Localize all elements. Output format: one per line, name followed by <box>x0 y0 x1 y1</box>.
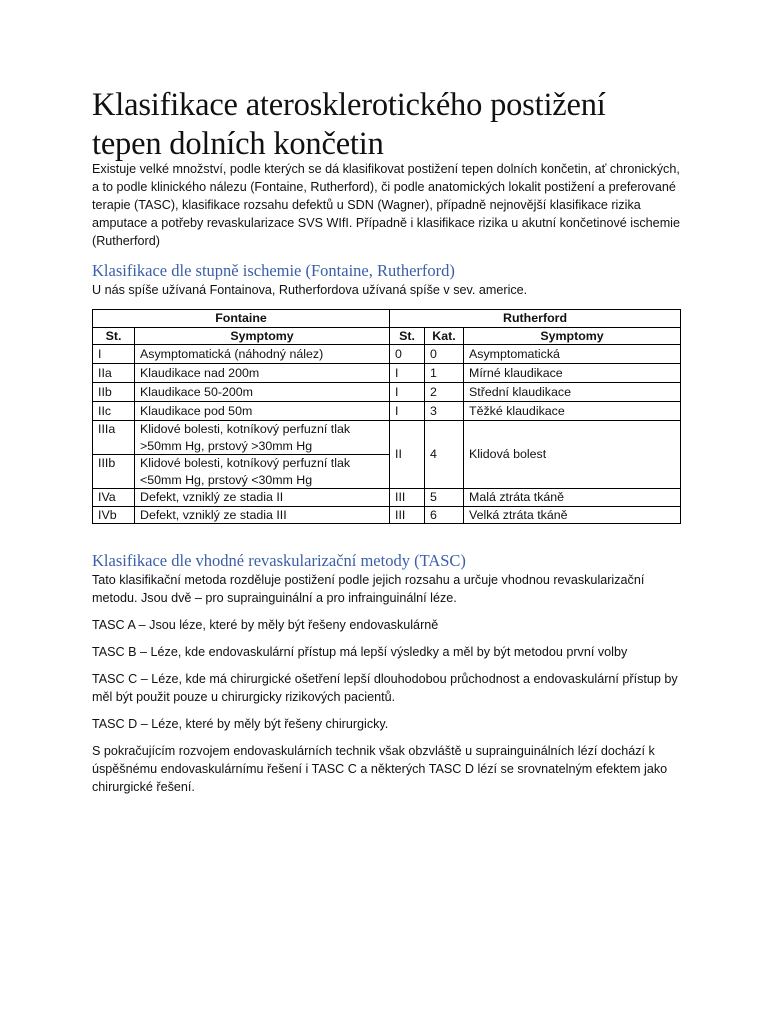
page-title: Klasifikace aterosklerotického postižení tepen dolních končetin <box>92 87 606 162</box>
cell-rutherford-symptom: Asymptomatická <box>464 345 681 364</box>
tasc-intro-paragraph: Tato klasifikační metoda rozděluje postižení podle jejich rozsahu a určuje vhodnou revaskularizační metodu. Jsou dvě – pro suprainguinální a pro infrainguinální léze. <box>92 573 645 605</box>
table-row <box>93 506 681 524</box>
cell-fontaine-stage: IVb <box>93 506 135 524</box>
cell-fontaine-symptom: Klaudikace 50-200m <box>135 383 390 402</box>
tasc-section <box>92 571 680 796</box>
cell-fontaine-stage: IIIa <box>93 421 135 455</box>
cell-fontaine-stage: IVa <box>93 489 135 507</box>
cell-fontaine-stage: IIc <box>93 402 135 421</box>
cell-rutherford-symptom: Těžké klaudikace <box>464 402 681 421</box>
column-header-kat: Kat. <box>425 327 464 345</box>
cell-fontaine-symptom: Klidové bolesti, kotníkový perfuzní tlak >50mm Hg, prstový >30mm Hg <box>135 421 390 455</box>
cell-rutherford-symptom: Mírné klaudikace <box>464 364 681 383</box>
cell-rutherford-symptom: Střední klaudikace <box>464 383 681 402</box>
tasc-d-paragraph: TASC D – Léze, které by měly být řešeny chirurgicky. <box>92 717 389 731</box>
tasc-c-paragraph: TASC C – Léze, kde má chirurgické ošetření lepší dlouhodobou průchodnost a endovaskulární přístup by měl být použit pouze u chirurgicky rizikových pacientů. <box>92 672 678 704</box>
cell-fontaine-stage: IIIb <box>93 455 135 489</box>
cell-rutherford-stage: III <box>390 489 425 507</box>
table-row <box>93 489 681 507</box>
cell-rutherford-category: 3 <box>425 402 464 421</box>
section-heading-tasc: Klasifikace dle vhodné revaskularizační metody (TASC) <box>92 551 466 570</box>
table-row <box>93 421 681 455</box>
cell-rutherford-stage: II <box>390 421 425 489</box>
tasc-b-paragraph: TASC B – Léze, kde endovaskulární přístup má lepší výsledky a měl by být metodou první volby <box>92 645 628 659</box>
cell-fontaine-stage: IIb <box>93 383 135 402</box>
cell-rutherford-category: 0 <box>425 345 464 364</box>
cell-fontaine-stage: IIa <box>93 364 135 383</box>
tasc-a-paragraph: TASC A – Jsou léze, které by měly být řešeny endovaskulárně <box>92 618 439 632</box>
group-header-rutherford: Rutherford <box>390 310 681 328</box>
cell-rutherford-stage: III <box>390 506 425 524</box>
cell-fontaine-symptom: Klidové bolesti, kotníkový perfuzní tlak <50mm Hg, prstový <30mm Hg <box>135 455 390 489</box>
cell-rutherford-symptom: Malá ztráta tkáně <box>464 489 681 507</box>
cell-rutherford-stage: 0 <box>390 345 425 364</box>
cell-rutherford-stage: I <box>390 364 425 383</box>
cell-rutherford-category: 5 <box>425 489 464 507</box>
cell-fontaine-stage: I <box>93 345 135 364</box>
table-row <box>93 345 681 364</box>
table-row <box>93 364 681 383</box>
group-header-fontaine: Fontaine <box>93 310 390 328</box>
cell-rutherford-stage: I <box>390 402 425 421</box>
cell-fontaine-symptom: Klaudikace pod 50m <box>135 402 390 421</box>
section-fontaine-text: U nás spíše užívaná Fontainova, Rutherfordova užívaná spíše v sev. americe. <box>92 283 528 297</box>
cell-fontaine-symptom: Defekt, vzniklý ze stadia III <box>135 506 390 524</box>
table-row <box>93 383 681 402</box>
table-group-header-row <box>93 310 681 328</box>
cell-fontaine-symptom: Klaudikace nad 200m <box>135 364 390 383</box>
cell-rutherford-category: 6 <box>425 506 464 524</box>
cell-rutherford-category: 4 <box>425 421 464 489</box>
column-header-st-rutherford: St. <box>390 327 425 345</box>
column-header-symptomy: Symptomy <box>135 327 390 345</box>
cell-rutherford-symptom: Velká ztráta tkáně <box>464 506 681 524</box>
intro-paragraph: Existuje velké množství, podle kterých se dá klasifikovat postižení tepen dolních končetin, ať chronických, a to podle klinického nálezu (Fontaine, Rutherford), či podle anatomických lokalit postižení a preferované terapie (TASC), klasifikace rozsahu defektů u SDN (Wagner), případně nejnovější klasifikace rizika amputace a potřeby revaskularizace SVS WIfI. Případně i klasifikace rizika u akutní končetinové ischemie (Rutherford) <box>92 162 680 248</box>
classification-table <box>92 309 681 524</box>
cell-rutherford-stage: I <box>390 383 425 402</box>
column-header-st: St. <box>93 327 135 345</box>
cell-rutherford-symptom: Klidová bolest <box>464 421 681 489</box>
cell-rutherford-category: 1 <box>425 364 464 383</box>
column-header-symptomy-rutherford: Symptomy <box>464 327 681 345</box>
tasc-closing-paragraph: S pokračujícím rozvojem endovaskulárních technik však obzvláště u suprainguinálních lézí dochází k úspěšnému endovaskulárnímu řešení i TASC C a některých TASC D lézí se srovnatelným efektem jako chirurgické řešení. <box>92 744 668 794</box>
table-column-header-row <box>93 327 681 345</box>
cell-rutherford-category: 2 <box>425 383 464 402</box>
cell-fontaine-symptom: Defekt, vzniklý ze stadia II <box>135 489 390 507</box>
document-page <box>92 86 680 805</box>
table-row <box>93 402 681 421</box>
cell-fontaine-symptom: Asymptomatická (náhodný nález) <box>135 345 390 364</box>
section-heading-fontaine: Klasifikace dle stupně ischemie (Fontaine, Rutherford) <box>92 261 455 280</box>
